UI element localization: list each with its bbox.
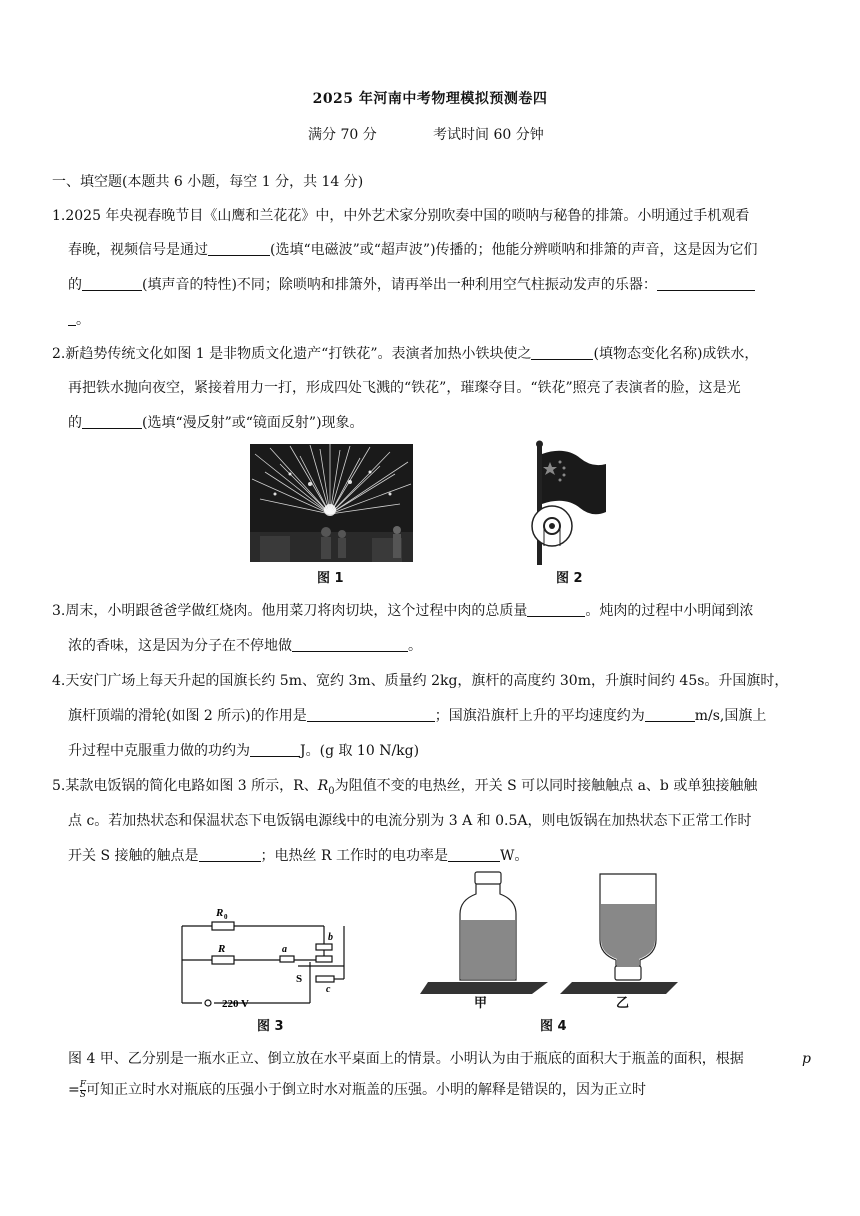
figure-2-caption: 图 2 (556, 571, 583, 586)
figure-3-caption: 图 3 (257, 1019, 284, 1034)
q4-blank-3 (250, 742, 300, 757)
q3-text: 。炖肉的过程中小明闻到浓 (585, 603, 754, 619)
full-score: 满分 70 分 (308, 127, 377, 143)
q1-text: 。 (76, 312, 90, 328)
q4-blank-2 (645, 707, 695, 722)
q5-blank-2 (448, 847, 500, 862)
bottles-svg (420, 868, 680, 1008)
q5-r0-symbol: R (317, 778, 329, 794)
q5-text: 为阻值不变的电热丝，开关 S 可以同时接触触点 a、b 或单独接触触 (334, 778, 758, 794)
q6-line1 (68, 1049, 811, 1069)
circuit-label-voltage: 220 V (222, 998, 249, 1010)
q1-line3 (68, 275, 828, 295)
figure-1-caption: 图 1 (317, 571, 344, 586)
q5-line1 (52, 776, 812, 802)
figure-4-right-label: 乙 (616, 996, 630, 1011)
flagpole-pulley-image (520, 440, 610, 565)
q6-frac-denominator: S (79, 1089, 86, 1100)
q6-equals: = (68, 1082, 80, 1098)
q6-frac-numerator: F (79, 1079, 86, 1090)
circuit-label-a: a (282, 944, 287, 955)
q2-blank-1 (531, 345, 593, 360)
q1-text: 的 (68, 277, 82, 293)
q5-text: ；电热丝 R 工作时的电功率是 (260, 848, 448, 864)
figure-4-left-label: 甲 (474, 996, 488, 1011)
section-heading: 一、填空题(本题共 6 小题，每空 1 分，共 14 分) (52, 174, 364, 190)
q1-text: 春晚，视频信号是通过 (68, 242, 208, 258)
q2-blank-2 (82, 414, 142, 429)
q2-line1 (52, 344, 812, 364)
q5-text: 开关 S 接触的触点是 (68, 848, 199, 864)
q1-blank-2 (82, 276, 142, 291)
circuit-label-b: b (328, 932, 333, 943)
q4-blank-1 (307, 707, 435, 722)
q6-p-symbol: p (802, 1051, 811, 1067)
q3-text: 浓的香味，这是因为分子在不停地做 (68, 638, 292, 654)
q2-text: (选填“漫反射”或“镜面反射”)现象。 (142, 415, 364, 431)
page-title: 2025 年河南中考物理模拟预测卷四 (312, 91, 548, 107)
q1-line1: 1.2025 年央视春晚节目《山鹰和兰花花》中，中外艺术家分别吹奏中国的唢呐与秘鲁的排箫。小明通过手机观看 (52, 208, 750, 224)
q4-line3 (68, 741, 828, 761)
figure-2-flagpole-pulley (520, 440, 610, 565)
figure-3-circuit-diagram (176, 900, 376, 1020)
q4-text: 旗杆顶端的滑轮(如图 2 所示)的作用是 (68, 708, 307, 724)
q4-line1: 4.天安门广场上每天升起的国旗长约 5m、宽约 3m、质量约 2kg，旗杆的高度约 30m，升旗时间约 45s。升国旗时， (52, 673, 789, 689)
q5-text: 5.某款电饭锅的简化电路如图 3 所示，R、 (52, 778, 318, 794)
q4-text: J。(g 取 10 N/kg) (300, 743, 420, 759)
q4-text: ；国旗沿旗杆上升的平均速度约为 (434, 708, 645, 724)
q1-line4 (68, 310, 828, 330)
q2-text: 2.新趋势传统文化如图 1 是非物质文化遗产“打铁花”。表演者加热小铁块使之 (52, 346, 532, 362)
q5-r0-subscript: 0 (328, 785, 335, 797)
exam-time: 考试时间 60 分钟 (433, 127, 544, 143)
q2-line3 (68, 413, 828, 433)
q3-text: 3.周末，小明跟爸爸学做红烧肉。他用菜刀将肉切块，这个过程中肉的总质量 (52, 603, 528, 619)
q6-text: 图 4 甲、乙分别是一瓶水正立、倒立放在水平桌面上的情景。小明认为由于瓶底的面积大于瓶盖的面积，根据 (68, 1051, 744, 1067)
q2-line2: 再把铁水抛向夜空，紧接着用力一打，形成四处飞溅的“铁花”，璀璨夺目。“铁花”照亮了表演者的脸，这是光 (68, 380, 741, 396)
q1-text: (填声音的特性)不同；除唢呐和排箫外，请再举出一种利用空气柱振动发声的乐器： (142, 277, 657, 293)
q1-text: (选填“电磁波”或“超声波”)传播的；他能分辨唢呐和排箫的声音，这是因为它们 (270, 242, 758, 258)
q2-text: (填物态变化名称)成铁水， (593, 346, 759, 362)
q3-line1 (52, 601, 812, 621)
q1-blank-3-cont (68, 311, 76, 326)
q4-line2 (68, 706, 828, 726)
figure-4-bottles (420, 868, 680, 1008)
q4-text: 升过程中克服重力做的功约为 (68, 743, 250, 759)
q4-text: m/s,国旗上 (694, 708, 767, 724)
iron-flowers-image (250, 444, 413, 562)
q5-line3 (68, 846, 828, 866)
circuit-label-s: S (296, 973, 303, 985)
circuit-label-r0: R (216, 907, 224, 919)
q5-line2: 点 c。若加热状态和保温状态下电饭锅电源线中的电流分别为 3 A 和 0.5A，则电饭锅在加热状态下正常工作时 (68, 813, 752, 829)
q3-blank-1 (527, 602, 585, 617)
q1-blank-3 (657, 276, 755, 291)
figure-1-iron-flowers-photo (250, 444, 413, 562)
q5-blank-1 (199, 847, 261, 862)
circuit-label-r0-sub: 0 (224, 913, 228, 921)
q1-line2 (68, 240, 828, 260)
q1-blank-1 (208, 241, 270, 256)
q3-line2 (68, 636, 828, 656)
q2-text: 的 (68, 415, 82, 431)
q3-blank-2 (292, 637, 408, 652)
q5-text: W。 (499, 848, 529, 864)
q6-text: 可知正立时水对瓶底的压强小于倒立时水对瓶盖的压强。小明的解释是错误的，因为正立时 (85, 1082, 646, 1098)
circuit-label-c: c (326, 984, 331, 995)
circuit-svg (176, 900, 376, 1020)
figure-4-caption: 图 4 (540, 1019, 567, 1034)
q3-text: 。 (408, 638, 422, 654)
circuit-label-r: R (218, 943, 226, 955)
q6-line2 (68, 1080, 828, 1100)
